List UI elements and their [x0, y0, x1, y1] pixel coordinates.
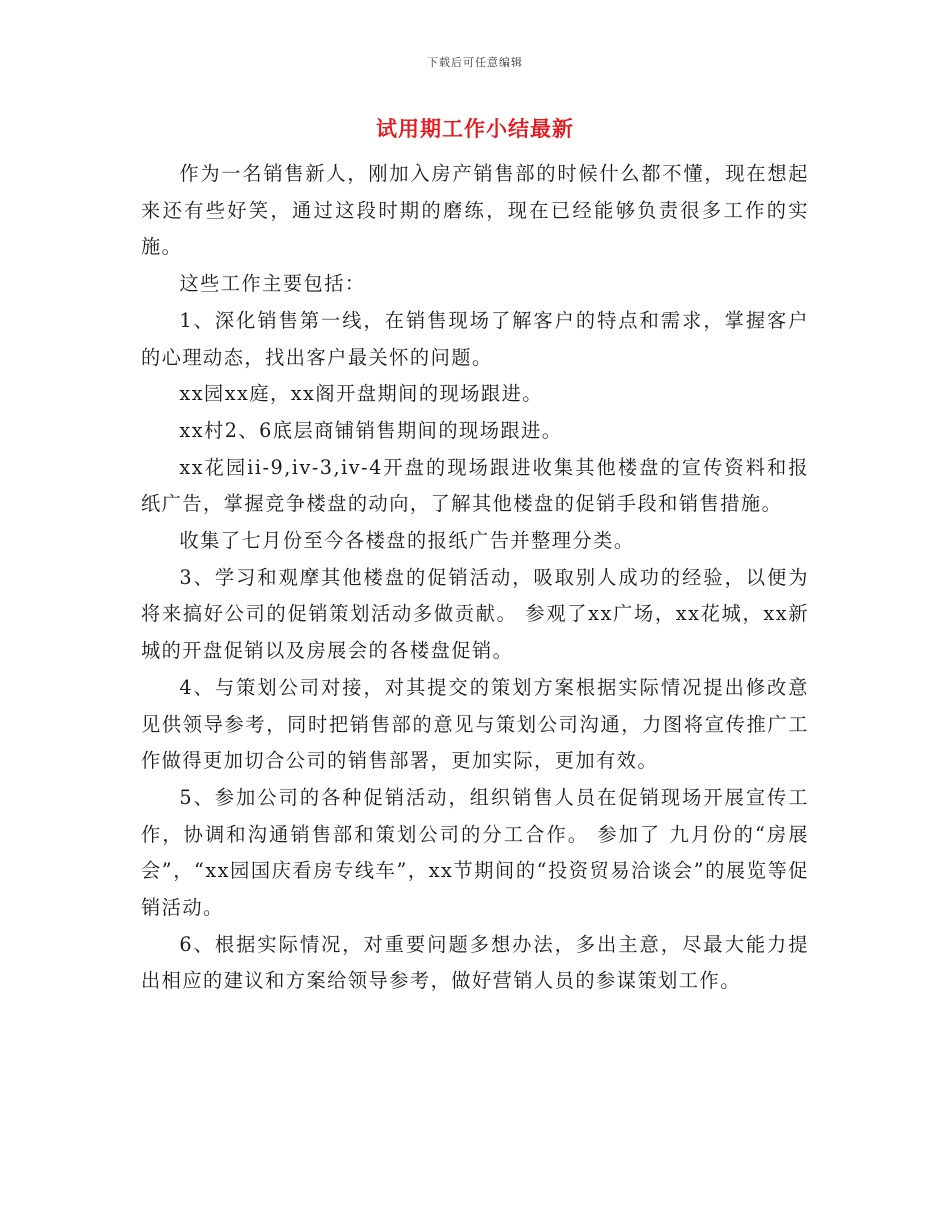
paragraph-item-3: 3、学习和观摩其他楼盘的促销活动，吸取别人成功的经验，以便为将来搞好公司的促销策划活动多做贡献。 参观了xx广场，xx花城，xx新城的开盘促销以及房展会的各楼盘促销。	[141, 565, 809, 663]
paragraph-item-5: 5、参加公司的各种促销活动，组织销售人员在促销现场开展宣传工作，协调和沟通销售部和策划公司的分工合作。 参加了 九月份的“房展会”，“xx园国庆看房专线车”，xx节期间的“投资贸易洽谈会”的展览等促销活动。	[141, 785, 809, 920]
document-body	[141, 156, 809, 1000]
paragraph-item-6: 6、根据实际情况，对重要问题多想办法，多出主意，尽最大能力提出相应的建议和方案给领导参考，做好营销人员的参谋策划工作。	[141, 932, 809, 993]
paragraph-item-1: 1、深化销售第一线，在销售现场了解客户的特点和需求，掌握客户的心理动态，找出客户最关怀的问题。	[141, 308, 809, 369]
paragraph-item-4: 4、与策划公司对接，对其提交的策划方案根据实际情况提出修改意见供领导参考，同时把销售部的意见与策划公司沟通，力图将宣传推广工作做得更加切合公司的销售部署，更加实际，更加有效。	[141, 675, 809, 773]
paragraph-item-1-sub-c: xx花园ii-9,iv-3,iv-4开盘的现场跟进收集其他楼盘的宣传资料和报纸广告，掌握竞争楼盘的动向，了解其他楼盘的促销手段和销售措施。	[141, 455, 809, 516]
paragraph-intro: 作为一名销售新人，刚加入房产销售部的时候什么都不懂，现在想起来还有些好笑，通过这段时期的磨练，现在已经能够负责很多工作的实施。	[141, 162, 809, 259]
paragraph-work-items-lead: 这些工作主要包括：	[179, 272, 366, 296]
page-header-note: 下载后可任意编辑	[427, 56, 523, 69]
paragraph-item-1-sub-b: xx村2、6底层商铺销售期间的现场跟进。	[179, 418, 563, 442]
paragraph-item-1-sub-d: 收集了七月份至今各楼盘的报纸广告并整理分类。	[179, 529, 635, 553]
paragraph-item-1-sub-a: xx园xx庭，xx阁开盘期间的现场跟进。	[179, 382, 543, 406]
document-title: 试用期工作小结最新	[376, 116, 574, 141]
